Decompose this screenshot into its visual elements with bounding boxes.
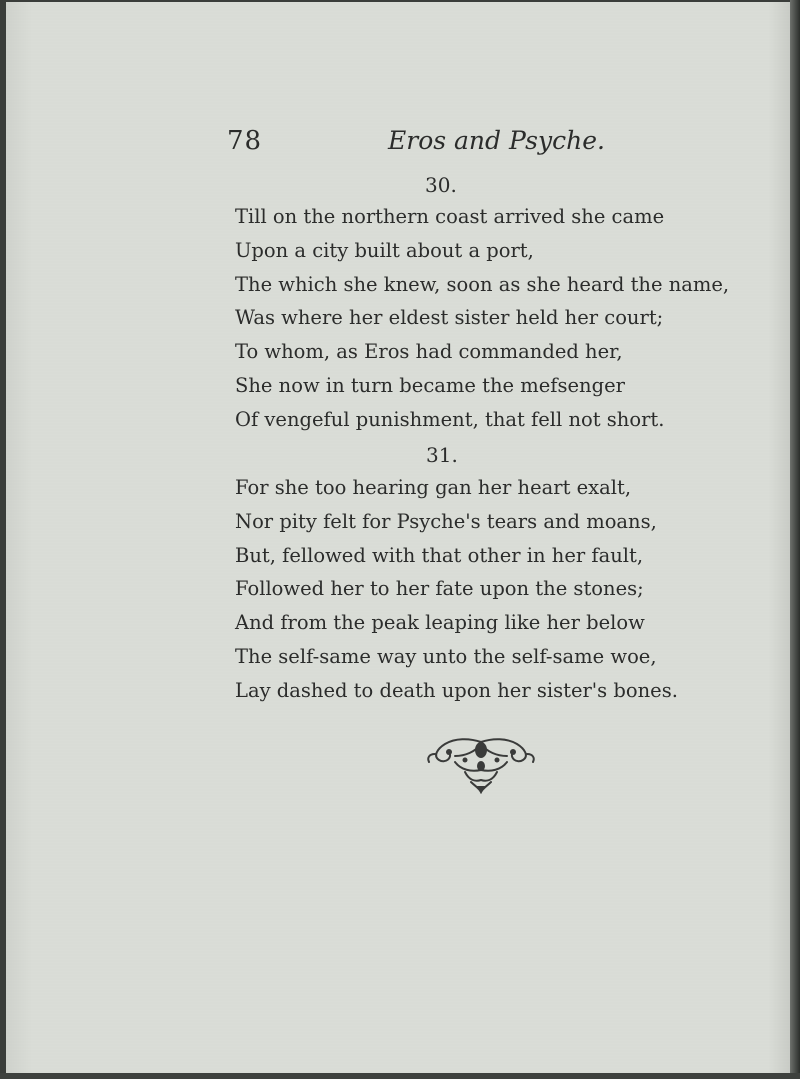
- page-bottom-edge: [0, 1073, 800, 1079]
- verse-line: Followed her to her fate upon the stones;: [235, 577, 644, 601]
- verse-line: For she too hearing gan her heart exalt,: [235, 476, 632, 499]
- book-binding-edge: [790, 0, 800, 1079]
- stanza-31-lines: [235, 471, 755, 708]
- running-title: Eros and Psyche.: [388, 126, 605, 155]
- running-head: [227, 126, 605, 162]
- verse-line: She now in turn became the mefsenger: [235, 373, 625, 397]
- page-number: 78: [227, 126, 263, 156]
- book-page: [6, 2, 790, 1074]
- verse-line: The which she knew, soon as she heard the name,: [235, 272, 730, 296]
- tailpiece-ornament-icon: [425, 736, 537, 794]
- stanza-30-lines: [235, 200, 755, 437]
- verse-line: But, fellowed with that other in her fault,: [235, 543, 644, 567]
- verse-line: Was where her eldest sister held her court;: [235, 306, 664, 330]
- verse-line: Of vengeful punishment, that fell not short.: [235, 407, 665, 431]
- stanza-number: 30.: [425, 173, 457, 197]
- verse-line: To whom, as Eros had commanded her,: [235, 340, 623, 364]
- verse-line: Lay dashed to death upon her sister's bones.: [235, 678, 678, 702]
- verse-line: The self-same way unto the self-same woe,: [235, 644, 657, 668]
- verse-line: Nor pity felt for Psyche's tears and moans,: [235, 509, 657, 533]
- verse-line: And from the peak leaping like her below: [235, 611, 645, 635]
- verse-line: Upon a city built about a port,: [235, 238, 534, 262]
- stanza-number: 31.: [426, 443, 458, 467]
- verse-line: Till on the northern coast arrived she came: [235, 205, 665, 228]
